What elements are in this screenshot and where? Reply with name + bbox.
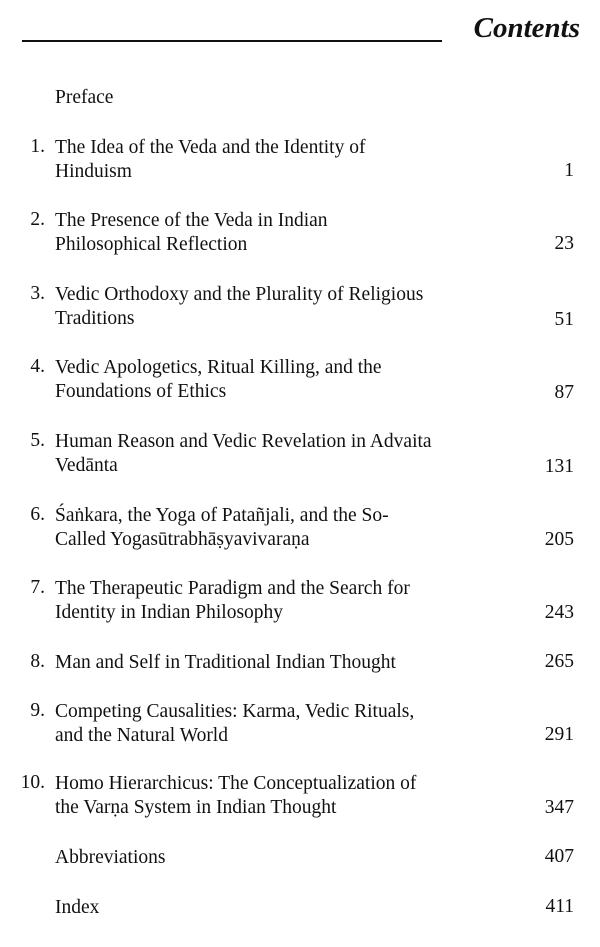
toc-entry-title xyxy=(55,846,515,870)
toc-title-line: Vedic Apologetics, Ritual Killing, and the xyxy=(55,357,382,378)
chapter-number: 5. xyxy=(30,430,45,451)
chapter-number: 1. xyxy=(30,136,45,157)
page-title: Contents xyxy=(473,12,580,44)
toc-entry-title xyxy=(55,430,515,478)
toc-title-line: Preface xyxy=(55,87,114,108)
toc-title-line: Man and Self in Traditional Indian Thought xyxy=(55,652,396,673)
toc-title-line: and the Natural World xyxy=(55,725,228,746)
chapter-number: 2. xyxy=(30,209,45,230)
page-number: 205 xyxy=(544,529,574,550)
toc-title-line: Abbreviations xyxy=(55,847,166,868)
toc-title-line: Called Yogasūtrabhāṣyavivaraṇa xyxy=(55,529,310,550)
page-number: 291 xyxy=(544,724,574,745)
toc-title-line: Traditions xyxy=(55,308,135,329)
page-number: 1 xyxy=(564,160,574,181)
toc-entry-title xyxy=(55,209,515,257)
toc-entry-title xyxy=(55,896,515,920)
toc-entry-title xyxy=(55,86,515,110)
toc-entry-title xyxy=(55,136,515,184)
chapter-number: 8. xyxy=(30,651,45,672)
page-number: 131 xyxy=(544,456,574,477)
page-number: 23 xyxy=(554,233,574,254)
toc-entry-title xyxy=(55,504,515,552)
toc-entry-title xyxy=(55,356,515,404)
toc-entry-title xyxy=(55,700,515,748)
page-number: 407 xyxy=(544,846,574,867)
page-number: 411 xyxy=(545,896,574,917)
toc-title-line: The Idea of the Veda and the Identity of xyxy=(55,137,366,158)
chapter-number: 4. xyxy=(30,356,45,377)
toc-title-line: Śaṅkara, the Yoga of Patañjali, and the So- xyxy=(55,505,389,526)
chapter-number: 7. xyxy=(30,577,45,598)
page-number: 51 xyxy=(554,309,574,330)
toc-title-line: Competing Causalities: Karma, Vedic Rituals, xyxy=(55,701,415,722)
header-rule xyxy=(22,40,442,42)
toc-title-line: Identity in Indian Philosophy xyxy=(55,602,284,623)
page-number: 265 xyxy=(544,651,574,672)
chapter-number: 3. xyxy=(30,283,45,304)
page-number: 87 xyxy=(554,382,574,403)
toc-title-line: The Presence of the Veda in Indian xyxy=(55,210,328,231)
toc-entry-title xyxy=(55,651,515,675)
toc-entry-title xyxy=(55,772,515,820)
page-number: 347 xyxy=(544,797,574,818)
chapter-number: 6. xyxy=(30,504,45,525)
chapter-number: 9. xyxy=(30,700,45,721)
toc-title-line: Index xyxy=(55,897,100,918)
toc-title-line: Human Reason and Vedic Revelation in Advaita xyxy=(55,431,432,452)
toc-title-line: Homo Hierarchicus: The Conceptualization of xyxy=(55,773,417,794)
toc-title-line: Vedic Orthodoxy and the Plurality of Religious xyxy=(55,284,424,305)
toc-title-line: Foundations of Ethics xyxy=(55,381,227,402)
toc-title-line: Hinduism xyxy=(55,161,132,182)
chapter-number: 10. xyxy=(20,772,45,793)
toc-entry-title xyxy=(55,283,515,331)
toc-title-line: The Therapeutic Paradigm and the Search for xyxy=(55,578,410,599)
toc-title-line: Philosophical Reflection xyxy=(55,234,248,255)
toc-title-line: Vedānta xyxy=(55,455,118,476)
page-number: 243 xyxy=(544,602,574,623)
toc-entry-title xyxy=(55,577,515,625)
toc-title-line: the Varṇa System in Indian Thought xyxy=(55,797,337,818)
